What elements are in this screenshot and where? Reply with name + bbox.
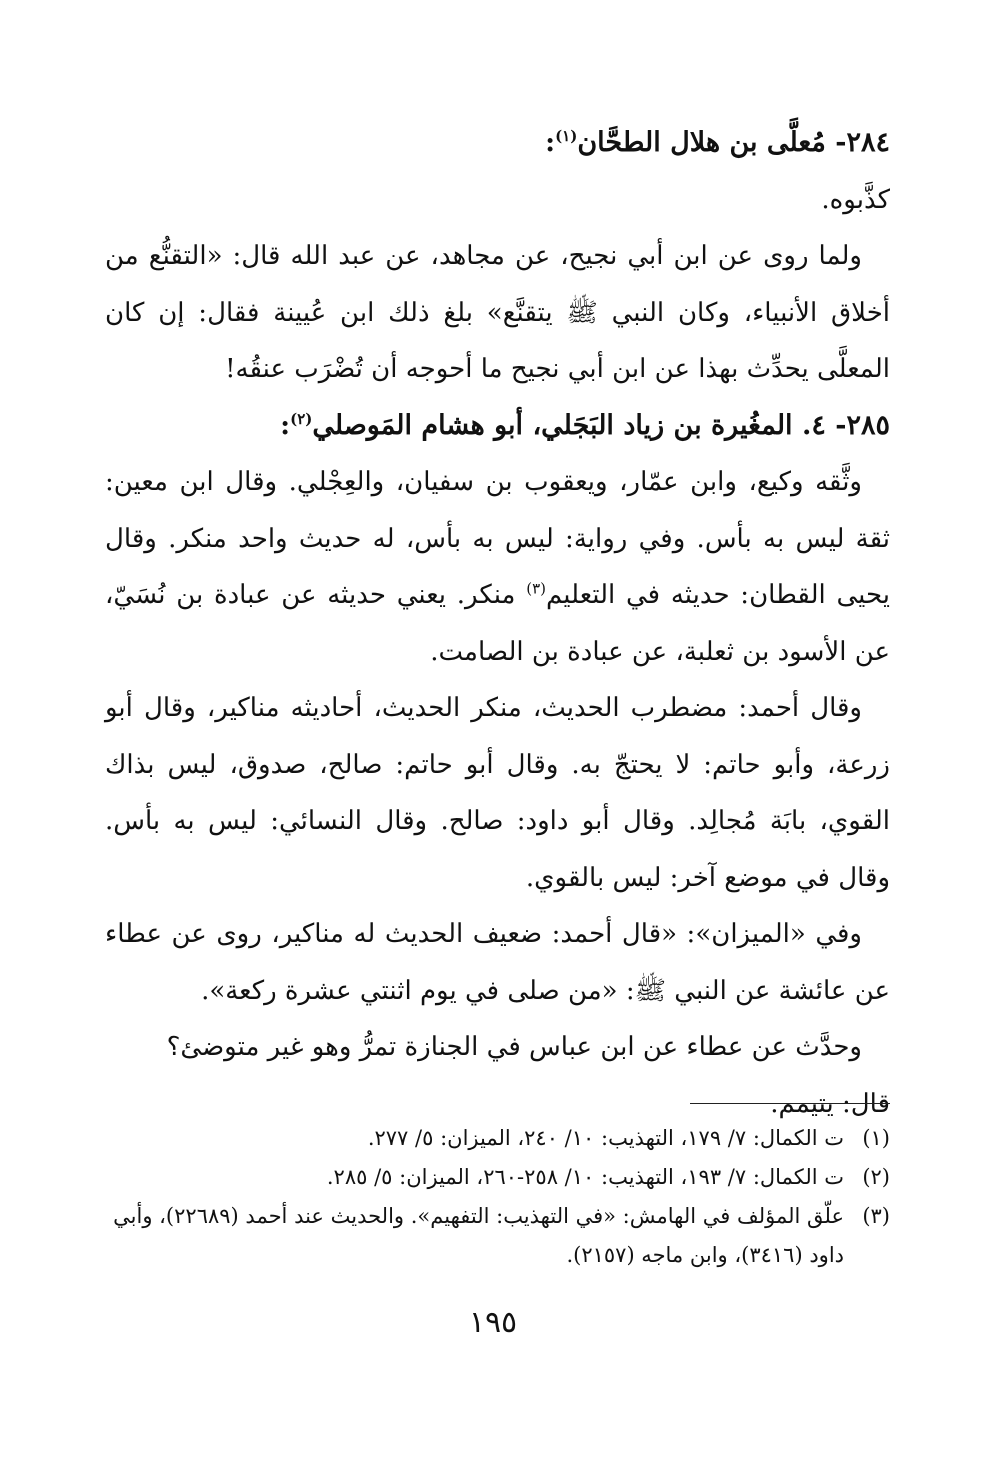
paragraph	[105, 454, 890, 680]
footnote-text: علّق المؤلف في الهامش: «في التهذيب: التفهيم». والحديث عند أحمد (٢٢٦٨٩)، وأبي داود (٣٤١٦)، وابن ماجه (٢١٥٧).	[113, 1204, 844, 1267]
paragraph: وقال أحمد: مضطرب الحديث، منكر الحديث، أحاديثه مناكير، وقال أبو زرعة، وأبو حاتم: لا يحتجّ به. وقال أبو حاتم: صالح، صدوق، ليس بذاك القوي، بابَة مُجالِد. وقال أبو داود: صالح. وقال النسائي: ليس به بأس. وقال في موضع آخر: ليس بالقوي.	[105, 693, 890, 893]
entry-title-text: ٢٨٥- ٤. المغُيرة بن زياد البَجَلي، أبو هشام المَوصلي	[312, 409, 890, 441]
footnote-ref-3[interactable]: (٣)	[526, 579, 546, 598]
entry-title-colon: :	[545, 127, 556, 158]
footnote-1	[105, 1119, 890, 1158]
main-text	[105, 115, 890, 1132]
paragraph: قال: يتيمم.	[770, 1088, 890, 1119]
paragraph-text: منكر. يعني حديثه عن عبادة بن نُسَيّ، عن الأسود بن ثعلبة، عن عبادة بن الصامت.	[105, 580, 890, 667]
paragraph: كذَّبوه.	[821, 184, 890, 215]
paragraph-text: وثَّقه وكيع، وابن عمّار، ويعقوب بن سفيان، والعِجْلي. وقال ابن معين: ثقة ليس به بأس. وفي رواية: ليس به بأس، له حديث واحد منكر. وقال يحيى القطان: حديثه في التعليم	[105, 467, 890, 610]
footnote-text: ت الكمال: ٧/ ١٩٣، التهذيب: ١٠/ ٢٥٨-٢٦٠، الميزان: ٥/ ٢٨٥.	[326, 1165, 844, 1189]
footnote-ref-1[interactable]: (١)	[555, 127, 578, 145]
page-number: ١٩٥	[468, 1305, 518, 1340]
paragraph: وفي «الميزان»: «قال أحمد: ضعيف الحديث له مناكير، روى عن عطاء عن عائشة عن النبي ﷺ: «من صلى في يوم اثنتي عشرة ركعة».	[105, 919, 890, 1006]
footnote-2	[105, 1158, 890, 1197]
paragraph: ولما روى عن ابن أبي نجيح، عن مجاهد، عن عبد الله قال: «التقنُّع من أخلاق الأنبياء، وكان النبي ﷺ يتقنَّع» بلغ ذلك ابن عُيينة فقال: إن كان المعلَّى يحدِّث بهذا عن ابن أبي نجيح ما أحوجه أن تُضْرَب عنقُه!	[105, 241, 890, 384]
footnote-number: (٣)	[862, 1204, 890, 1228]
entry-title-text: ٢٨٤- مُعلَّى بن هلال الطحَّان	[577, 127, 890, 158]
footnotes	[105, 1119, 890, 1275]
footnote-text: ت الكمال: ٧/ ١٧٩، التهذيب: ١٠/ ٢٤٠، الميزان: ٥/ ٢٧٧.	[367, 1126, 844, 1150]
entry-title-285	[105, 398, 890, 455]
footnote-ref-2[interactable]: (٢)	[290, 409, 313, 428]
footnote-3	[105, 1197, 890, 1275]
footnote-number: (١)	[862, 1126, 890, 1150]
paragraph: وحدَّث عن عطاء عن ابن عباس في الجنازة تمرُّ وهو غير متوضئ؟	[166, 1032, 862, 1062]
footnote-number: (٢)	[862, 1165, 890, 1189]
entry-title-colon: :	[280, 409, 291, 441]
footnote-separator	[690, 1103, 890, 1104]
entry-title-284	[105, 115, 890, 172]
